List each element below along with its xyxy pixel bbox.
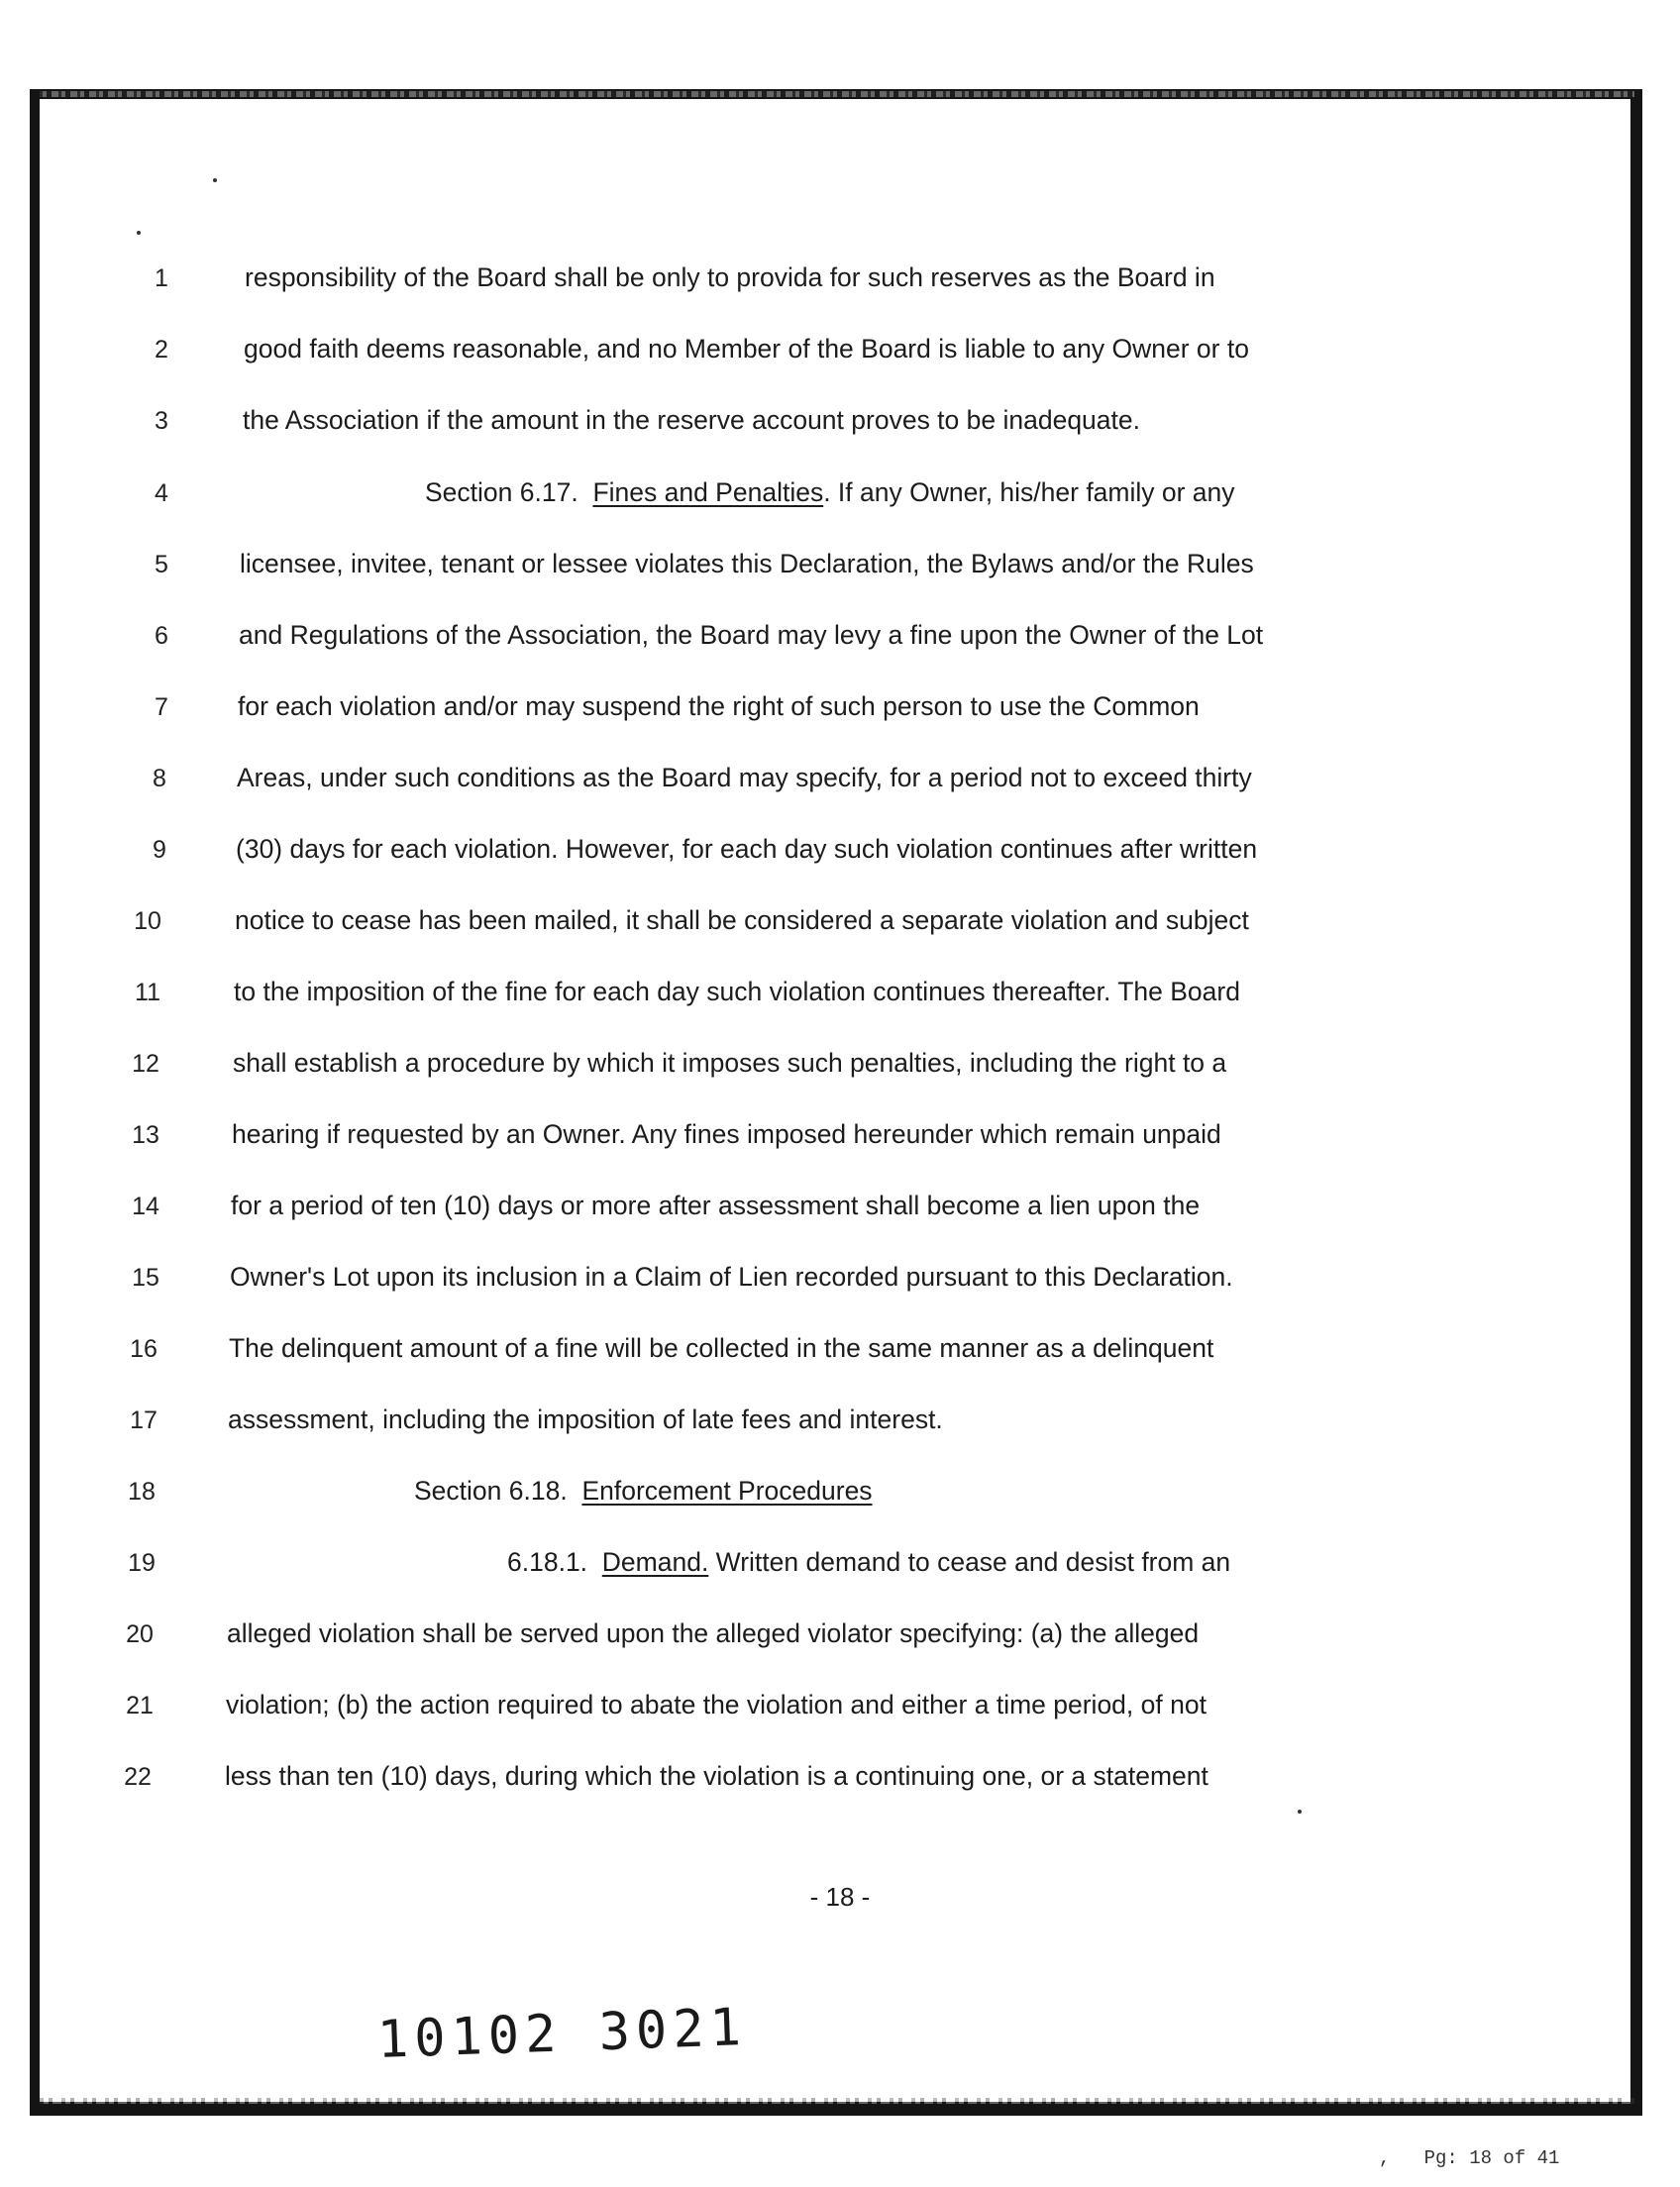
subsection-text: Written demand to cease and desist from an	[708, 1547, 1231, 1577]
text-line: assessment, including the imposition of late fees and interest.	[228, 1405, 943, 1434]
text-line: less than ten (10) days, during which the violation is a continuing one, or a statement	[225, 1761, 1208, 1791]
page-number: - 18 -	[809, 1882, 871, 1912]
line-number: 13	[132, 1121, 159, 1149]
section-6-17-line	[425, 476, 1235, 508]
text-line: hearing if requested by an Owner. Any fines imposed hereunder which remain unpaid	[232, 1119, 1221, 1149]
recording-stamp: 10102 3021	[375, 1998, 748, 2070]
line-number: 3	[155, 407, 168, 435]
line-number: 15	[132, 1264, 159, 1292]
line-number: 5	[155, 551, 168, 578]
text-line: for a period of ten (10) days or more after assessment shall become a lien upon the	[231, 1191, 1201, 1220]
text-line: Owner's Lot upon its inclusion in a Claim of Lien recorded pursuant to this Declaration.	[230, 1262, 1233, 1292]
line-number: 22	[124, 1763, 152, 1791]
text-line: and Regulations of the Association, the Board may levy a fine upon the Owner of the Lot	[239, 620, 1264, 650]
page-border	[30, 89, 1642, 2116]
text-line: licensee, invitee, tenant or lessee violates this Declaration, the Bylaws and/or the Rules	[240, 549, 1254, 578]
line-number: 1	[155, 264, 168, 292]
line-number: 6	[155, 622, 168, 650]
text-line: The delinquent amount of a fine will be collected in the same manner as a delinquent	[229, 1333, 1214, 1363]
line-number: 20	[126, 1620, 154, 1648]
subsection-heading: Demand.	[601, 1547, 709, 1577]
text-line: for each violation and/or may suspend the right of such person to use the Common	[238, 691, 1200, 721]
line-number: 2	[155, 336, 168, 364]
section-heading: Fines and Penalties	[592, 477, 824, 507]
line-number: 7	[155, 693, 168, 721]
text-line: the Association if the amount in the reserve account proves to be inadequate.	[243, 405, 1140, 435]
line-number: 16	[130, 1335, 158, 1363]
page-count-footer: , Pg: 18 of 41	[1379, 2147, 1560, 2169]
scan-speck	[137, 231, 141, 235]
line-number: 9	[153, 836, 166, 864]
section-6-18-line	[414, 1475, 873, 1507]
subsection-6-18-1-line	[507, 1546, 1230, 1578]
text-line: notice to cease has been mailed, it shall be considered a separate violation and subject	[235, 905, 1249, 935]
line-number: 11	[135, 979, 160, 1006]
scan-speck	[1298, 1810, 1302, 1814]
section-text: . If any Owner, his/her family or any	[823, 477, 1235, 507]
section-number: Section 6.18.	[414, 1476, 568, 1506]
line-number: 10	[134, 907, 161, 935]
line-number: 12	[132, 1050, 159, 1078]
line-number: 8	[153, 765, 166, 792]
line-number: 17	[130, 1406, 158, 1434]
line-number: 19	[128, 1549, 156, 1577]
scan-noise-top	[40, 91, 1634, 97]
text-line: alleged violation shall be served upon the alleged violator specifying: (a) the alleged	[227, 1618, 1200, 1648]
section-number: Section 6.17.	[425, 477, 578, 507]
subsection-number: 6.18.1.	[507, 1547, 588, 1577]
text-line: to the imposition of the fine for each day such violation continues thereafter. The Board	[234, 977, 1240, 1006]
line-number: 21	[126, 1692, 154, 1719]
text-line: shall establish a procedure by which it imposes such penalties, including the right to a	[233, 1048, 1227, 1078]
scan-speck	[213, 178, 217, 182]
text-line: Areas, under such conditions as the Board may specify, for a period not to exceed thirty	[237, 763, 1252, 792]
text-line: violation; (b) the action required to abate the violation and either a time period, of not	[226, 1690, 1207, 1719]
text-line: (30) days for each violation. However, for each day such violation continues after written	[236, 834, 1258, 864]
line-number: 4	[155, 479, 168, 507]
line-number: 14	[132, 1193, 159, 1220]
line-number: 18	[128, 1478, 156, 1506]
section-heading: Enforcement Procedures	[581, 1476, 873, 1506]
text-line: good faith deems reasonable, and no Member of the Board is liable to any Owner or to	[244, 334, 1249, 364]
text-line: responsibility of the Board shall be only to provida for such reserves as the Board in	[245, 262, 1215, 292]
scan-noise-bottom	[40, 2098, 1634, 2104]
